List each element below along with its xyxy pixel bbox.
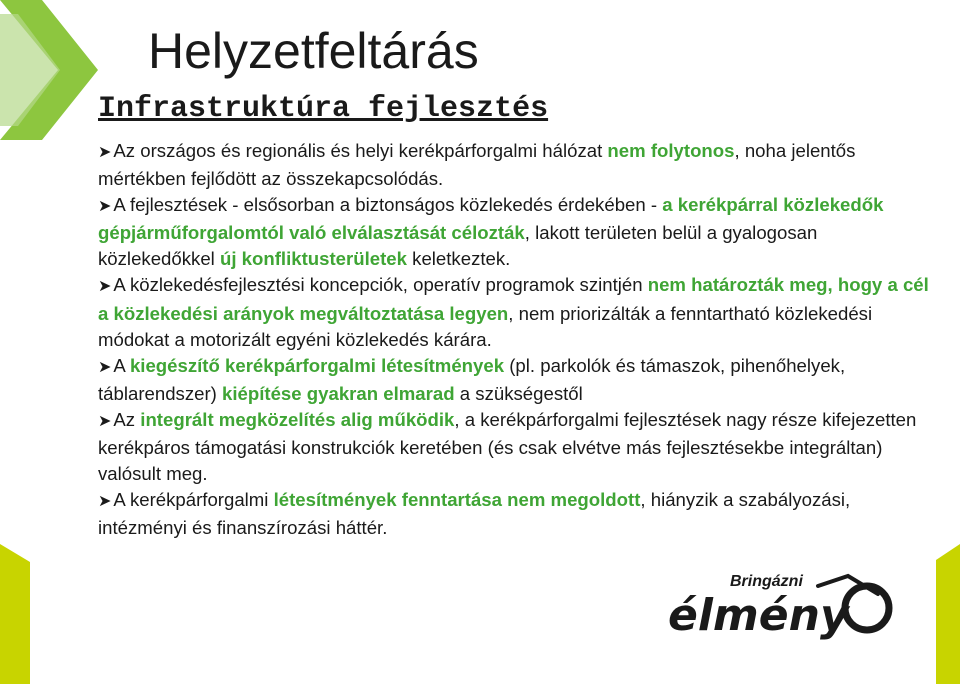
bullet-text: A közlekedésfejlesztési koncepciók, operatív programok szintjén	[113, 274, 648, 296]
logo-line1: Bringázni	[730, 573, 803, 590]
bullet-text: Az	[113, 408, 141, 430]
bullet-text: a szükségestől	[454, 382, 583, 404]
bullet-text: Az országos és regionális és helyi kerékpárforgalmi hálózat	[113, 140, 608, 161]
bullet-item	[98, 407, 934, 487]
bullet-text: , noha jelentős mértékben fejlődött az összekapcsolódás.	[98, 140, 856, 190]
bullet-item	[98, 138, 934, 192]
bullet-text: , lakott területen belül a gyalogosan közlekedőkkel	[98, 222, 818, 270]
highlight-text: új konfliktusterületek	[219, 248, 407, 270]
bullet-text: A	[113, 354, 130, 376]
highlight-text: integrált megközelítés alig működik	[140, 408, 455, 430]
bullet-item	[98, 192, 934, 272]
arrowhead-bullet-icon: ➤	[98, 278, 112, 296]
bullet-item	[98, 353, 934, 407]
slide-subtitle: Infrastruktúra fejlesztés	[98, 92, 549, 126]
highlight-text: a kerékpárral közlekedők gépjárműforgalomtól való elválasztását célozták	[98, 194, 884, 244]
bullet-list	[98, 138, 934, 541]
bicycle-wheel-icon	[845, 586, 889, 630]
slide-title: Helyzetfeltárás	[148, 23, 479, 79]
bullet-text: , hiányzik a szabályozási, intézményi és finanszírozási háttér.	[98, 489, 851, 539]
highlight-text: kiépítése gyakran elmarad	[222, 382, 455, 404]
arrowhead-bullet-icon: ➤	[98, 358, 112, 376]
bullet-text: , a kerékpárforgalmi fejlesztések nagy része kifejezetten kerékpáros támogatási konstrukciók keretében (és csak elvétve más fejlesztésekbe integráltan) valósult meg.	[98, 408, 917, 485]
arrowhead-bullet-icon: ➤	[98, 493, 112, 511]
arrowhead-bullet-icon: ➤	[98, 144, 112, 161]
highlight-text: nem határozták meg, hogy a cél a közlekedési arányok megváltoztatása legyen	[98, 274, 929, 324]
bullet-text: (pl. parkolók és támaszok, pihenőhelyek, táblarendszer)	[98, 354, 846, 404]
highlight-text: nem folytonos	[607, 140, 735, 161]
logo-line2: élmény	[668, 590, 849, 641]
bullet-item	[98, 487, 934, 541]
bullet-text: keletkeztek.	[406, 248, 511, 270]
bullet-text: A fejlesztések - elsősorban a biztonságos közlekedés érdekében -	[113, 194, 663, 216]
arrowhead-bullet-icon: ➤	[98, 412, 112, 430]
bullet-text: A kerékpárforgalmi	[113, 489, 274, 511]
bullet-item	[98, 272, 934, 352]
highlight-text: létesítmények fenntartása nem megoldott	[273, 489, 641, 511]
bringazni-elmeny-logo	[668, 564, 894, 644]
arrowhead-bullet-icon: ➤	[98, 198, 112, 216]
corner-decoration-left	[0, 544, 30, 684]
corner-decoration-right	[936, 544, 960, 684]
highlight-text: kiegészítő kerékpárforgalmi létesítmények	[129, 354, 505, 376]
bullet-text: , nem priorizálták a fenntartható közlekedési módokat a motorizált egyéni közlekedés kárára.	[98, 302, 873, 350]
